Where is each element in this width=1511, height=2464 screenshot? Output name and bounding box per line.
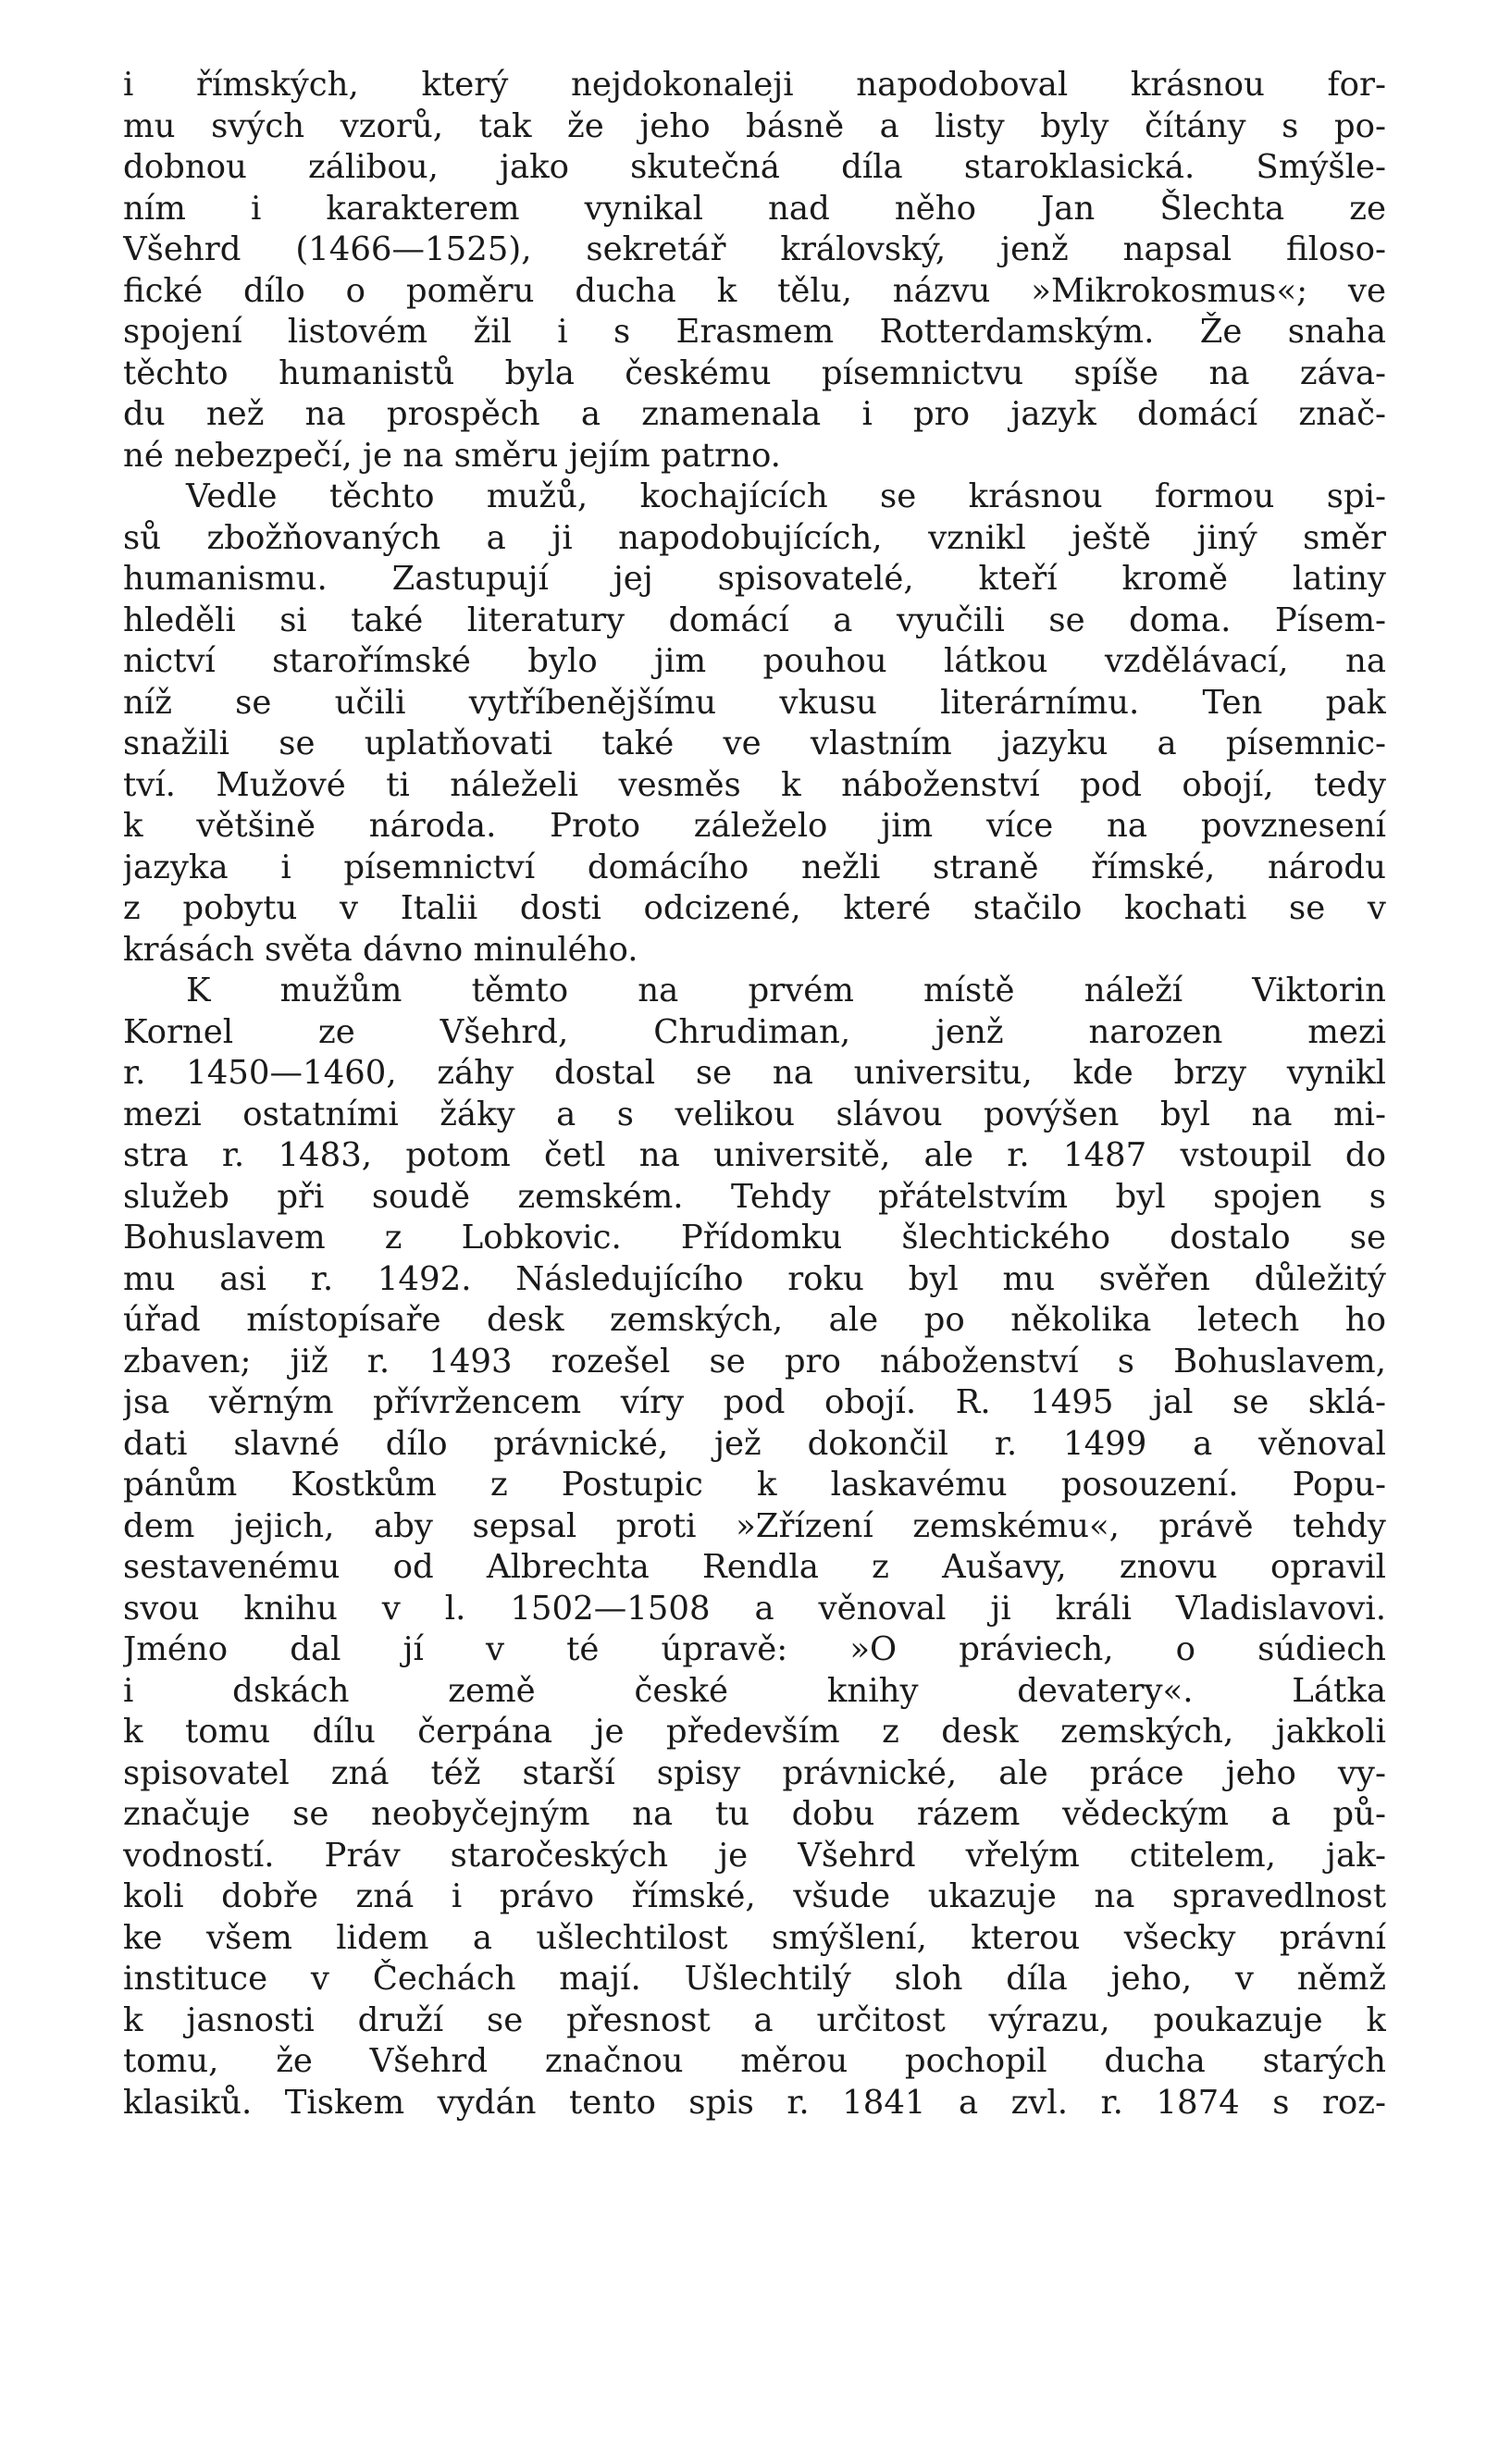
text-line: ním i karakterem vynikal nad něho Jan Šlechta ze: [123, 189, 1386, 228]
text-line: nictví starořímské bylo jim pouhou látkou vzdělávací, na: [123, 642, 1386, 680]
text-line: mu asi r. 1492. Následujícího roku byl mu svěřen důležitý: [123, 1259, 1386, 1298]
text-line: k tomu dílu čerpána je především z desk zemských, jakkoli: [123, 1713, 1386, 1751]
text-line: fické dílo o poměru ducha k tělu, názvu »Mikrokosmus«; ve: [123, 271, 1386, 310]
text-line: stra r. 1483, potom četl na universitě, ale r. 1487 vstoupil do: [123, 1136, 1386, 1174]
text-line: ke všem lidem a ušlechtilost smýšlení, kterou všecky právní: [123, 1918, 1386, 1957]
text-line: spisovatel zná též starší spisy právnické, ale práce jeho vy-: [123, 1753, 1386, 1792]
text-line: k jasnosti druží se přesnost a určitost výrazu, poukazuje k: [123, 2000, 1386, 2039]
text-line: dem jejich, aby sepsal proti »Zřízení zemskému«, právě tehdy: [123, 1506, 1386, 1545]
text-line: Kornel ze Všehrd, Chrudiman, jenž narozen mezi: [123, 1012, 1386, 1051]
text-line: hleděli si také literatury domácí a vyučili se doma. Písem-: [123, 601, 1386, 639]
text-line: jsa věrným přívržencem víry pod obojí. R. 1495 jal se sklá-: [123, 1383, 1386, 1421]
text-line: služeb při soudě zemském. Tehdy přátelstvím byl spojen s: [123, 1177, 1386, 1216]
text-line: koli dobře zná i právo římské, všude ukazuje na spravedlnost: [123, 1877, 1386, 1915]
text-line: značuje se neobyčejným na tu dobu rázem vědeckým a pů-: [123, 1795, 1386, 1833]
text-line: tví. Mužové ti náleželi vesměs k náboženství pod obojí, tedy: [123, 765, 1386, 804]
text-line: K mužům těmto na prvém místě náleží Viktorin: [186, 972, 1386, 1009]
text-line: z pobytu v Italii dosti odcizené, které stačilo kochati se v: [123, 889, 1386, 927]
text-line: i dskách země české knihy devatery«. Látka: [123, 1671, 1386, 1710]
text-line: těchto humanistů byla českému písemnictvu spíše na záva-: [123, 353, 1386, 392]
text-line: zbaven; již r. 1493 rozešel se pro náboženství s Bohuslavem,: [123, 1342, 1386, 1381]
text-line: dati slavné dílo právnické, jež dokončil r. 1499 a věnoval: [123, 1424, 1386, 1463]
text-line: tomu, že Všehrd značnou měrou pochopil ducha starých: [123, 2042, 1386, 2080]
text-line: sestavenému od Albrechta Rendla z Aušavy, znovu opravil: [123, 1548, 1386, 1586]
text-line: úřad místopísaře desk zemských, ale po několika letech ho: [123, 1301, 1386, 1339]
text-line: svou knihu v l. 1502—1508 a věnoval ji králi Vladislavovi.: [123, 1589, 1386, 1628]
text-line: Bohuslavem z Lobkovic. Přídomku šlechtického dostalo se: [123, 1219, 1386, 1257]
text-line: krásách světa dávno minulého.: [123, 930, 638, 969]
text-line: mezi ostatními žáky a s velikou slávou povýšen byl na mi-: [123, 1095, 1386, 1133]
text-line: instituce v Čechách mají. Ušlechtilý sloh díla jeho, v němž: [123, 1960, 1386, 1998]
text-line: Všehrd (1466—1525), sekretář královský, jenž napsal filoso-: [123, 230, 1386, 268]
text-line: jazyka i písemnictví domácího nežli straně římské, národu: [123, 848, 1386, 886]
text-line: mu svých vzorů, tak že jeho básně a listy byly čítány s po-: [123, 106, 1386, 145]
text-line: i římských, který nejdokonaleji napodoboval krásnou for-: [123, 66, 1386, 104]
text-line: spojení listovém žil i s Erasmem Rotterdamským. Že snaha: [123, 313, 1386, 351]
text-line: humanismu. Zastupují jej spisovatelé, kteří kromě latiny: [123, 560, 1386, 598]
text-line: klasiků. Tiskem vydán tento spis r. 1841 a zvl. r. 1874 s roz-: [123, 2083, 1386, 2122]
text-line: Vedle těchto mužů, kochajících se krásnou formou spi-: [186, 477, 1386, 515]
text-line: snažili se uplatňovati také ve vlastním jazyku a písemnic-: [123, 724, 1386, 762]
text-line: du než na prospěch a znamenala i pro jazyk domácí znač-: [123, 395, 1386, 433]
text-line: sů zbožňovaných a ji napodobujících, vznikl ještě jiný směr: [123, 518, 1386, 557]
text-line: Jméno dal jí v té úpravě: »O práviech, o súdiech: [123, 1630, 1386, 1668]
text-line: r. 1450—1460, záhy dostal se na universitu, kde brzy vynikl: [123, 1054, 1386, 1092]
text-line: dobnou zálibou, jako skutečná díla staroklasická. Smýšle-: [123, 148, 1386, 186]
document-page: [123, 65, 1386, 2433]
text-line: né nebezpečí, je na směru jejím patrno.: [123, 436, 781, 475]
text-line: k většině národa. Proto záleželo jim více na povznesení: [123, 807, 1386, 845]
text-line: vodností. Práv staročeských je Všehrd vřelým ctitelem, jak-: [123, 1836, 1386, 1875]
text-line: pánům Kostkům z Postupic k laskavému posouzení. Popu-: [123, 1466, 1386, 1504]
text-line: níž se učili vytříbenějšímu vkusu literárnímu. Ten pak: [123, 683, 1386, 722]
